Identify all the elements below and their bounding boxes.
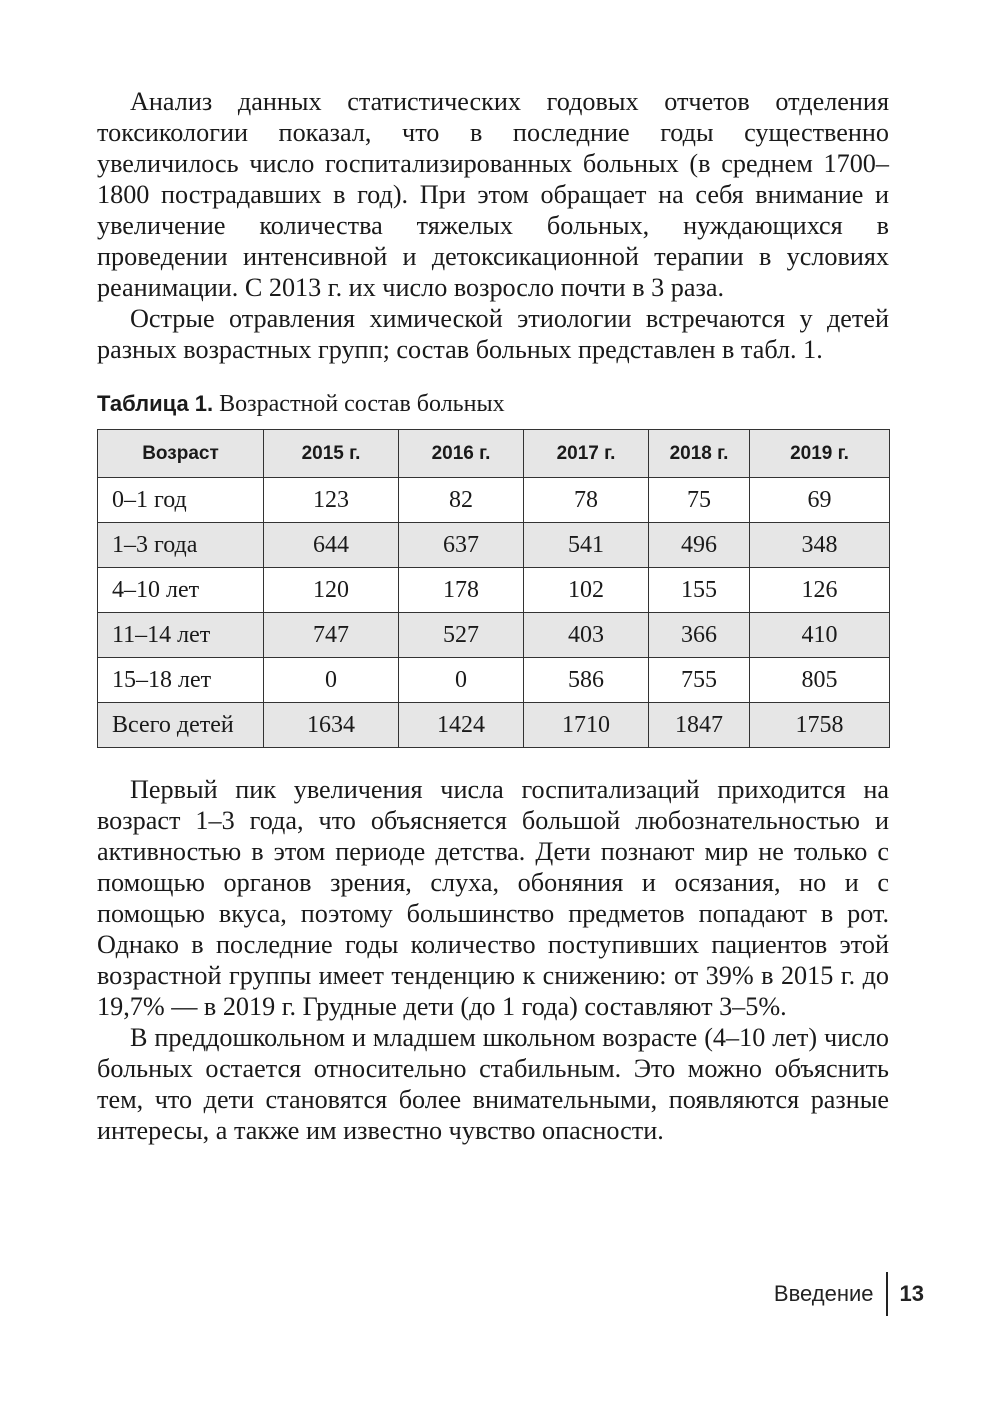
table-cell: 120: [264, 568, 399, 613]
table-header-row: [98, 430, 890, 478]
row-label: 1–3 года: [98, 523, 264, 568]
table-cell: 155: [649, 568, 750, 613]
table-cell: 1634: [264, 703, 399, 748]
table-cell: 0: [399, 658, 524, 703]
table-cell: 123: [264, 478, 399, 523]
table-cell: 69: [750, 478, 890, 523]
table-cell: 527: [399, 613, 524, 658]
table-cell: 805: [750, 658, 890, 703]
table-cell: 178: [399, 568, 524, 613]
table-cell: 747: [264, 613, 399, 658]
row-label: 11–14 лет: [98, 613, 264, 658]
paragraph-body-1: Первый пик увеличения числа госпитализаций приходится на возраст 1–3 года, что объясняется большой любознательностью и активностью в этом периоде детства. Дети познают мир не только с помощью органов зрения, слуха, обоняния и осязания, но и с помощью вкуса, поэтому большинство предметов попадают в рот. Однако в последние годы количество поступивших пациентов этой возрастной группы имеет тенденцию к снижению: от 39% в 2015 г. до 19,7% — в 2019 г. Грудные дети (до 1 года) составляют 3–5%.: [97, 775, 889, 1021]
row-label: 0–1 год: [98, 478, 264, 523]
table-cell: 366: [649, 613, 750, 658]
page-content: [97, 86, 889, 1146]
table-cell: 1847: [649, 703, 750, 748]
footer-section-title: Введение: [773, 1281, 874, 1306]
header-2017: 2017 г.: [524, 430, 649, 478]
table-cell: 755: [649, 658, 750, 703]
paragraph-intro-1: Анализ данных статистических годовых отчетов отделения токсикологии показал, что в последние годы существенно увеличилось число госпитализированных больных (в среднем 1700–1800 пострадавших в год). При этом обращает на себя внимание и увеличение количества тяжелых больных, нуждающихся в проведении интенсивной и детоксикационной терапии в условиях реанимации. С 2013 г. их число возросло почти в 3 раза.: [97, 87, 889, 302]
table-cell: 78: [524, 478, 649, 523]
table-cell: 126: [750, 568, 890, 613]
page-footer: [774, 1272, 924, 1316]
row-label: 4–10 лет: [98, 568, 264, 613]
table-cell: 102: [524, 568, 649, 613]
table-cell: 1710: [524, 703, 649, 748]
header-2019: 2019 г.: [750, 430, 890, 478]
age-composition-table: [97, 429, 890, 748]
table-row-total: [98, 703, 890, 748]
table-row: [98, 613, 890, 658]
table-cell: 348: [750, 523, 890, 568]
table-caption-label: Таблица 1.: [97, 391, 214, 416]
table-cell: 541: [524, 523, 649, 568]
table-cell: 1424: [399, 703, 524, 748]
row-label: Всего детей: [98, 703, 264, 748]
table-caption-text: Возрастной состав больных: [213, 391, 505, 417]
table-cell: 496: [649, 523, 750, 568]
row-label: 15–18 лет: [98, 658, 264, 703]
paragraph-intro-2: Острые отравления химической этиологии встречаются у детей разных возрастных групп; состав больных представлен в табл. 1.: [97, 304, 889, 364]
table-row: [98, 568, 890, 613]
table-cell: 403: [524, 613, 649, 658]
table-cell: 410: [750, 613, 890, 658]
table-row: [98, 658, 890, 703]
header-age: Возраст: [98, 430, 264, 478]
table-cell: 82: [399, 478, 524, 523]
page-number: 13: [899, 1281, 924, 1306]
paragraph-body-2: В преддошкольном и младшем школьном возрасте (4–10 лет) число больных остается относительно стабильным. Это можно объяснить тем, что дети становятся более внимательными, появляются разные интересы, а также им известно чувство опасности.: [97, 1023, 889, 1145]
header-2015: 2015 г.: [264, 430, 399, 478]
table-caption: [97, 389, 889, 419]
table-cell: 75: [649, 478, 750, 523]
table-row: [98, 478, 890, 523]
table-cell: 1758: [750, 703, 890, 748]
header-2018: 2018 г.: [649, 430, 750, 478]
table-row: [98, 523, 890, 568]
header-2016: 2016 г.: [399, 430, 524, 478]
table-cell: 644: [264, 523, 399, 568]
table-cell: 637: [399, 523, 524, 568]
table-cell: 586: [524, 658, 649, 703]
table-cell: 0: [264, 658, 399, 703]
